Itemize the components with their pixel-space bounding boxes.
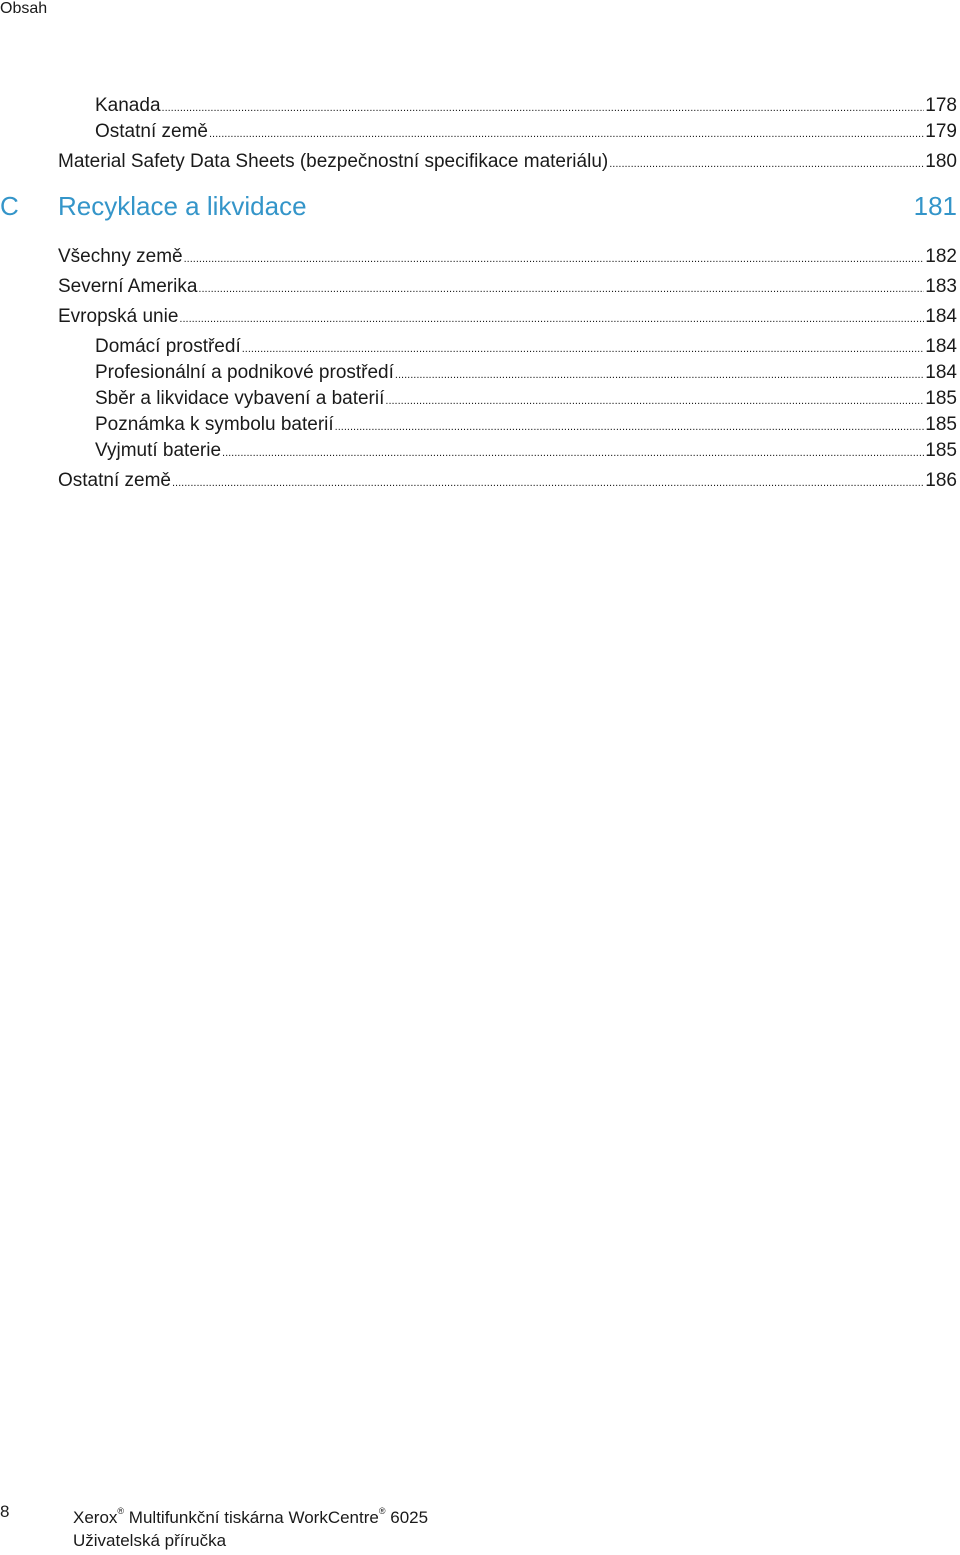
- toc-leader-dots: [209, 120, 924, 146]
- toc-leader-dots: [385, 387, 924, 413]
- footer-product-name: Multifunkční tiskárna WorkCentre: [128, 1508, 379, 1527]
- toc-entry-title: Profesionální a podnikové prostředí: [95, 362, 394, 383]
- toc-entry[interactable]: [58, 469, 957, 495]
- toc-leader-dots: [242, 335, 925, 361]
- toc-entry-title: Material Safety Data Sheets (bezpečnostní specifikace materiálu): [58, 151, 609, 172]
- toc-leader-dots: [609, 150, 924, 176]
- toc-entry[interactable]: [58, 275, 957, 301]
- toc-entry-page: 178: [925, 95, 957, 116]
- toc-entry-title: Všechny země: [58, 246, 183, 267]
- toc-entry-page: 185: [925, 440, 957, 461]
- footer-guide-title: Uživatelská příručka: [73, 1531, 227, 1550]
- toc-entry-page: 186: [925, 470, 957, 491]
- section-page: 181: [913, 191, 957, 221]
- registered-trademark-mark: ®: [117, 1506, 125, 1516]
- toc-entry-title: Kanada: [95, 95, 161, 116]
- footer-model: 6025: [390, 1508, 429, 1527]
- toc-leader-dots: [162, 94, 925, 120]
- toc-leader-dots: [222, 439, 924, 465]
- toc-entry-page: 185: [925, 414, 957, 435]
- toc-entry-title: Evropská unie: [58, 306, 179, 327]
- toc-entry-page: 184: [925, 306, 957, 327]
- toc-entry[interactable]: [95, 413, 957, 439]
- toc-entry[interactable]: [95, 361, 957, 387]
- toc-entry[interactable]: [95, 439, 957, 465]
- toc-section-heading[interactable]: [0, 190, 957, 222]
- toc-entry[interactable]: [58, 305, 957, 331]
- toc-entry-page: 179: [925, 121, 957, 142]
- toc-leader-dots: [395, 361, 924, 387]
- toc-entry-title: Sběr a likvidace vybavení a baterií: [95, 388, 385, 409]
- toc-entry-title: Poznámka k symbolu baterií: [95, 414, 334, 435]
- running-header-title: Obsah: [0, 0, 48, 17]
- registered-trademark-mark: ®: [378, 1506, 386, 1516]
- toc-entry-title: Severní Amerika: [58, 276, 198, 297]
- toc-leader-dots: [172, 469, 924, 495]
- toc-entry[interactable]: [95, 94, 957, 120]
- toc-leader-dots: [179, 305, 924, 331]
- toc-entry-page: 184: [925, 362, 957, 383]
- footer-brand: Xerox: [73, 1508, 118, 1527]
- toc-entry-title: Domácí prostředí: [95, 336, 241, 357]
- toc-entry[interactable]: [58, 245, 957, 271]
- toc-entry[interactable]: [95, 387, 957, 413]
- toc-leader-dots: [198, 275, 924, 301]
- section-letter: C: [0, 191, 19, 221]
- toc-entry-page: 182: [925, 246, 957, 267]
- toc-leader-dots: [335, 413, 925, 439]
- toc-entry-title: Ostatní země: [95, 121, 208, 142]
- toc-entry[interactable]: [58, 150, 957, 176]
- toc-entry[interactable]: [95, 335, 957, 361]
- toc-entry-page: 185: [925, 388, 957, 409]
- section-title: Recyklace a likvidace: [58, 191, 307, 221]
- footer-page-number: 8: [0, 1502, 10, 1521]
- toc-entry[interactable]: [95, 120, 957, 146]
- toc-entry-page: 184: [925, 336, 957, 357]
- toc-entry-page: 183: [925, 276, 957, 297]
- toc-entry-page: 180: [925, 151, 957, 172]
- toc-entry-title: Ostatní země: [58, 470, 171, 491]
- toc-entry-title: Vyjmutí baterie: [95, 440, 222, 461]
- toc-leader-dots: [184, 245, 925, 271]
